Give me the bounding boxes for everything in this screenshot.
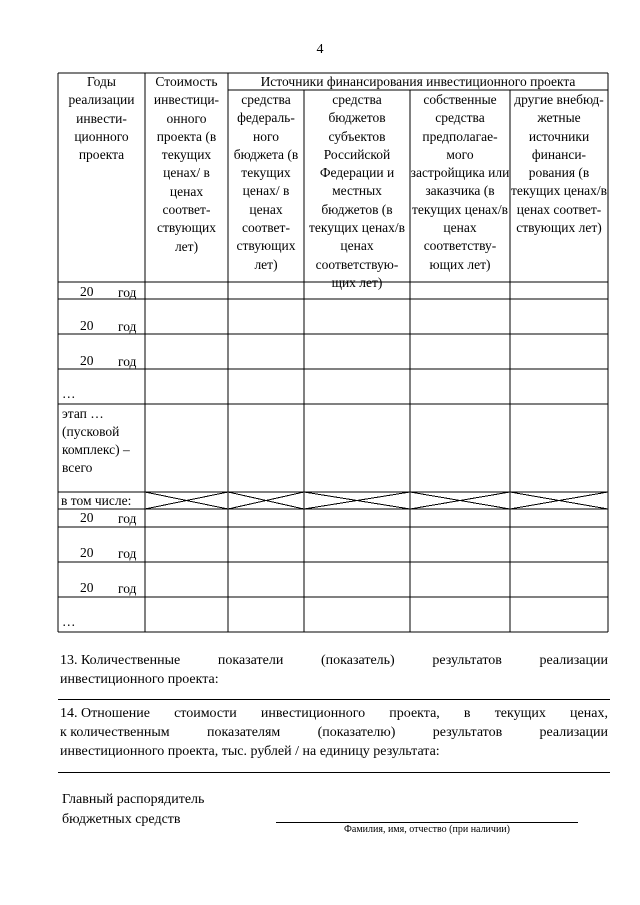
row-year-5-word: год xyxy=(118,546,137,561)
item-14-line-2 xyxy=(60,723,608,742)
item14-line1_words-word: проекта, xyxy=(389,706,440,721)
signature-line[interactable] xyxy=(276,822,578,823)
row-year-1-word: год xyxy=(118,285,137,300)
signature-caption: Фамилия, имя, отчество (при наличии) xyxy=(344,824,510,835)
page-number: 4 xyxy=(316,42,324,57)
row-including: в том числе: xyxy=(61,493,132,508)
row-year-5-num: 20 xyxy=(80,545,94,560)
header-sources-group: Источники финансирования инвестиционного проекта xyxy=(260,74,576,89)
signature-title-line-2: бюджетных средств xyxy=(62,812,181,827)
item14-line2_words-word: показателям xyxy=(206,725,281,740)
item-14-line-3: инвестиционного проекта, тыс. рублей / на единицу результата: xyxy=(60,744,440,759)
item14-line1_words-word: 14. Отношение xyxy=(60,706,150,721)
row-year-4-word: год xyxy=(118,511,137,526)
item14-line1_words-word: текущих xyxy=(494,706,546,721)
item14-line1_words-word: в xyxy=(463,706,471,721)
item-14-answer-line[interactable] xyxy=(58,772,610,773)
row-stage: этап … (пусковой комплекс) – всего xyxy=(62,406,130,475)
item14-line2_words-word: результатов xyxy=(432,725,503,740)
item-13-answer-line[interactable] xyxy=(58,699,610,700)
row-year-3-word: год xyxy=(118,354,137,369)
item14-line1_words-word: инвестиционного xyxy=(260,706,366,721)
header-years: Годы реализации инвести-ционного проекта xyxy=(68,74,135,163)
row-year-6-word: год xyxy=(118,581,137,596)
item-14 xyxy=(60,704,608,761)
item-13-line-1 xyxy=(60,651,608,670)
item13-line1_words-word: показатели xyxy=(217,653,284,668)
crossed-cells xyxy=(145,492,608,509)
row-year-6-num: 20 xyxy=(80,580,94,595)
row-year-2-num: 20 xyxy=(80,318,94,333)
item14-line2_words-word: реализации xyxy=(539,725,608,740)
item13-line1_words-word: (показатель) xyxy=(321,653,395,668)
row-year-4-num: 20 xyxy=(80,510,94,525)
signature-title-line-1: Главный распорядитель xyxy=(62,792,205,807)
item13-line1_words-word: реализации xyxy=(539,653,608,668)
header-cost: Стоимость инвестици-онного проекта (в текущих ценах/ в ценах соответ-ствующих лет) xyxy=(153,74,220,254)
item13-line1_words-word: результатов xyxy=(432,653,502,668)
row-year-1-num: 20 xyxy=(80,284,94,299)
item14-line1_words-word: ценах, xyxy=(570,706,608,721)
item-14-line-1 xyxy=(60,704,608,723)
row-year-2-word: год xyxy=(118,319,137,334)
row-ellipsis-2: … xyxy=(62,614,76,629)
header-other: другие внебюд-жетные источники финанси-рования (в текущих ценах/в ценах соответ-ствующих лет) xyxy=(510,92,608,236)
item-13-line-2: инвестиционного проекта: xyxy=(60,672,219,687)
item-13 xyxy=(60,651,608,689)
row-ellipsis-1: … xyxy=(62,386,76,401)
header-regional: средства бюджетов субъектов Российской Федерации и местных бюджетов (в текущих ценах/в ценах соответствую-щих лет) xyxy=(308,92,406,290)
signature-block xyxy=(62,790,204,830)
header-own: собственные средства предполагае-мого застройщика или заказчика (в текущих ценах/в ценах соответству-ющих лет) xyxy=(410,92,510,272)
item14-line1_words-word: стоимости xyxy=(174,706,237,721)
item14-line2_words-word: к количественным xyxy=(60,725,170,740)
item13-line1_words-word: 13. Количественные xyxy=(60,653,181,668)
header-federal: средства федераль-ного бюджета (в текущих ценах/ в ценах соответ-ствующих лет) xyxy=(233,92,299,272)
row-year-3-num: 20 xyxy=(80,353,94,368)
item14-line2_words-word: (показателю) xyxy=(317,725,396,740)
